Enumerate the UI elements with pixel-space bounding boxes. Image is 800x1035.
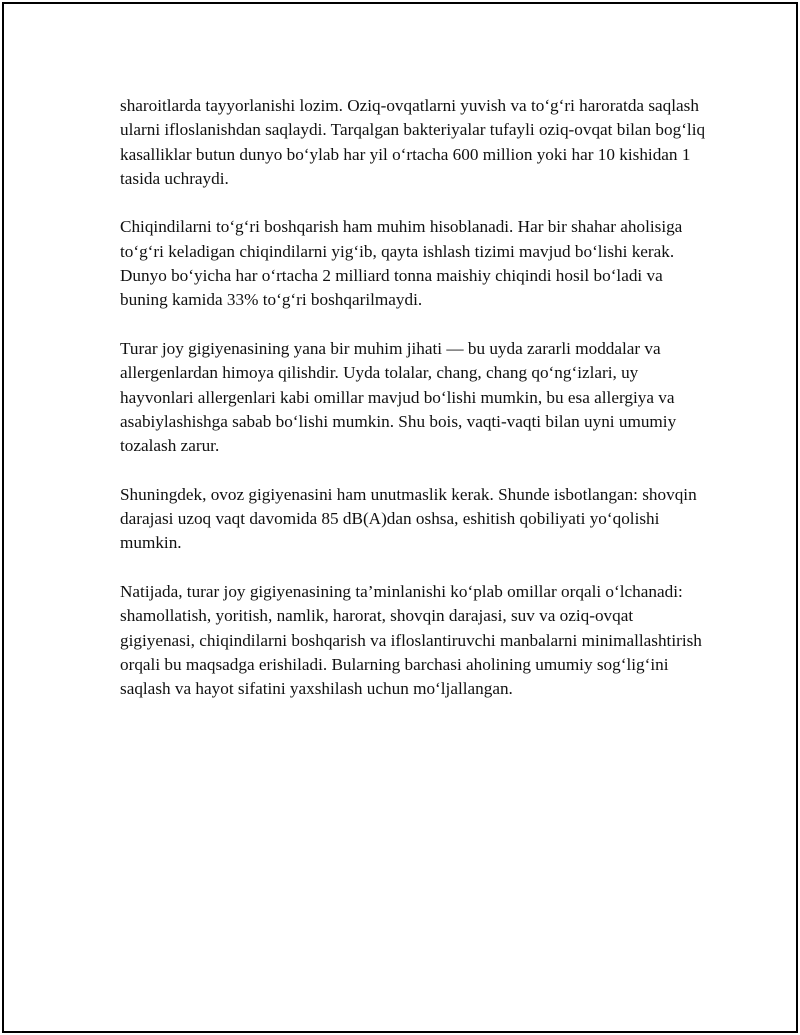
paragraph-conclusion: Natijada, turar joy gigiyenasining ta’minlanishi ko‘plab omillar orqali o‘lchanadi: shamollatish, yoritish, namlik, harorat, shovqin darajasi, suv va oziq-ovqat gigiyenasi, chiqindilarni boshqarish va ifloslantiruvchi manbalarni minimallashtirish orqali bu maqsadga erishiladi. Bularning barchasi aholining umumiy sog‘lig‘ini saqlash va hayot sifatini yaxshilash uchun mo‘ljallangan.	[120, 581, 702, 699]
document-page	[2, 2, 798, 1033]
document-body	[120, 94, 710, 701]
paragraph-food-hygiene: sharoitlarda tayyorlanishi lozim. Oziq-ovqatlarni yuvish va to‘g‘ri haroratda saqlash ularni ifloslanishdan saqlaydi. Tarqalgan bakteriyalar tufayli oziq-ovqat bilan bog‘liq kasalliklar butun dunyo bo‘ylab har yil o‘rtacha 600 million yoki har 10 kishidan 1 tasida uchraydi.	[120, 96, 706, 188]
paragraph-waste-management: Chiqindilarni to‘g‘ri boshqarish ham muhim hisoblanadi. Har bir shahar aholisiga to‘g‘ri keladigan chiqindilarni yig‘ib, qayta ishlash tizimi mavjud bo‘lishi kerak. Dunyo bo‘yicha har o‘rtacha 2 milliard tonna maishiy chiqindi hosil bo‘ladi va buning kamida 33% to‘g‘ri boshqarilmaydi.	[120, 217, 683, 310]
paragraph-allergens: Turar joy gigiyenasining yana bir muhim jihati — bu uyda zararli moddalar va allergenlardan himoya qilishdir. Uyda tolalar, chang, chang qo‘ng‘izlari, uy hayvonlari allergenlari kabi omillar mavjud bo‘lishi mumkin, bu esa allergiya va asabiylashishga sabab bo‘lishi mumkin. Shu bois, vaqti-vaqti bilan uyni umumiy tozalash zarur.	[120, 338, 677, 456]
paragraph-noise-hygiene: Shuningdek, ovoz gigiyenasini ham unutmaslik kerak. Shunde isbotlangan: shovqin darajasi uzoq vaqt davomida 85 dB(A)dan oshsa, eshitish qobiliyati yo‘qolishi mumkin.	[120, 484, 697, 553]
